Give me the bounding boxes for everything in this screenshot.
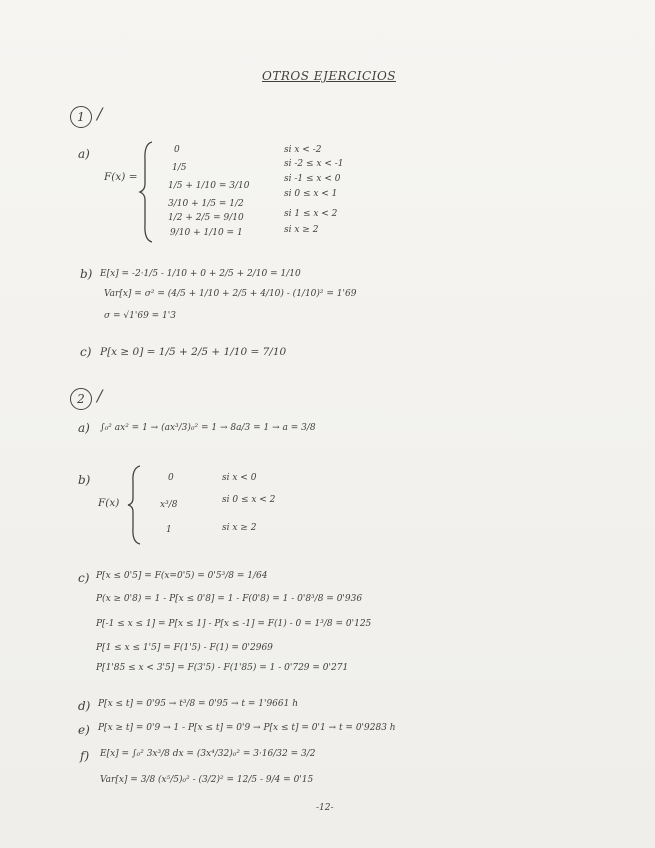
ex2-integral-line: ∫₀² ax² = 1 → (ax³/3)₀² = 1 → 8a/3 = 1 → a = 3/8: [100, 423, 316, 433]
ex2-c-line: P(x ≥ 0'8) = 1 - P[x ≤ 0'8] = 1 - F(0'8) = 1 - 0'8³/8 = 0'936: [96, 594, 363, 604]
ex1-cdf-value: 3/10 + 1/5 = 1/2: [168, 199, 244, 209]
ex1-brace: [140, 140, 154, 244]
ex1-cdf-value: 0: [174, 145, 180, 155]
ex2-cdf-condition: si 0 ≤ x < 2: [222, 495, 276, 505]
ex1-cdf-value: 1/5 + 1/10 = 3/10: [168, 181, 250, 191]
ex1-sigma-line: σ = √1'69 = 1'3: [104, 311, 176, 321]
ex2-part-b-label: b): [78, 473, 91, 487]
ex1-cdf-label: F(x) =: [104, 171, 138, 183]
ex2-c-line: P[x ≤ 0'5] = F(x=0'5) = 0'5³/8 = 1/64: [96, 571, 268, 581]
ex2-e-line: P[x ≥ t] = 0'9 → 1 - P[x ≤ t] = 0'9 → P[x ≤ t] = 0'1 → t = 0'9283 h: [98, 723, 396, 733]
ex2-part-f-label: f): [80, 749, 90, 763]
ex2-brace: [128, 464, 142, 546]
ex2-c-line: P[1 ≤ x ≤ 1'5] = F(1'5) - F(1) = 0'2969: [96, 643, 273, 653]
ex2-c-line: P[-1 ≤ x ≤ 1] = P[x ≤ 1] - P[x ≤ -1] = F(1) - 0 = 1³/8 = 0'125: [96, 619, 372, 629]
ex1-cdf-condition: si 0 ≤ x < 1: [284, 189, 338, 199]
ex2-cdf-label: F(x): [98, 497, 120, 509]
exercise-1-number: 1: [70, 106, 92, 128]
exercise-2-check-mark: /: [97, 386, 103, 405]
ex2-c-line: P[1'85 ≤ x < 3'5] = F(3'5) - F(1'85) = 1 - 0'729 = 0'271: [96, 663, 349, 673]
ex1-cdf-value: 1/5: [172, 163, 187, 173]
ex1-cdf-condition: si -2 ≤ x < -1: [284, 159, 344, 169]
exercise-2-number: 2: [70, 388, 92, 410]
ex1-cdf-condition: si x < -2: [284, 145, 322, 155]
ex1-part-a-label: a): [78, 147, 90, 161]
ex1-part-b-label: b): [80, 267, 93, 281]
ex1-cdf-condition: si x ≥ 2: [284, 225, 319, 235]
ex1-part-c-label: c): [80, 345, 92, 359]
ex2-f-line: Var[x] = 3/8 (x⁵/5)₀² - (3/2)² = 12/5 - 9/4 = 0'15: [100, 775, 314, 785]
ex2-f-line: E[x] = ∫₀² 3x³/8 dx = (3x⁴/32)₀² = 3·16/32 = 3/2: [100, 749, 316, 759]
ex1-variance-line: Var[x] = σ² = (4/5 + 1/10 + 2/5 + 4/10) - (1/10)² = 1'69: [104, 289, 357, 299]
ex1-cdf-condition: si -1 ≤ x < 0: [284, 174, 341, 184]
page-title: OTROS EJERCICIOS: [262, 69, 397, 83]
ex2-cdf-value: 1: [166, 525, 172, 535]
ex2-cdf-value: x³/8: [160, 500, 178, 510]
ex2-part-d-label: d): [78, 699, 91, 713]
page-number: -12-: [316, 803, 334, 813]
ex2-cdf-value: 0: [168, 473, 174, 483]
ex2-cdf-condition: si x < 0: [222, 473, 257, 483]
ex2-part-e-label: e): [78, 723, 90, 737]
ex1-cdf-condition: si 1 ≤ x < 2: [284, 209, 338, 219]
ex2-part-a-label: a): [78, 421, 90, 435]
exercise-1-check-mark: /: [97, 104, 103, 123]
ex1-expectation-line: E[x] = -2·1/5 - 1/10 + 0 + 2/5 + 2/10 = 1/10: [100, 269, 301, 279]
ex2-d-line: P[x ≤ t] = 0'95 → t³/8 = 0'95 → t = 1'9661 h: [98, 699, 299, 709]
ex1-cdf-value: 1/2 + 2/5 = 9/10: [168, 213, 244, 223]
ex2-part-c-label: c): [78, 571, 90, 585]
ex1-probability-line: P[x ≥ 0] = 1/5 + 2/5 + 1/10 = 7/10: [100, 346, 287, 358]
ex2-cdf-condition: si x ≥ 2: [222, 523, 257, 533]
ex1-cdf-value: 9/10 + 1/10 = 1: [170, 228, 243, 238]
